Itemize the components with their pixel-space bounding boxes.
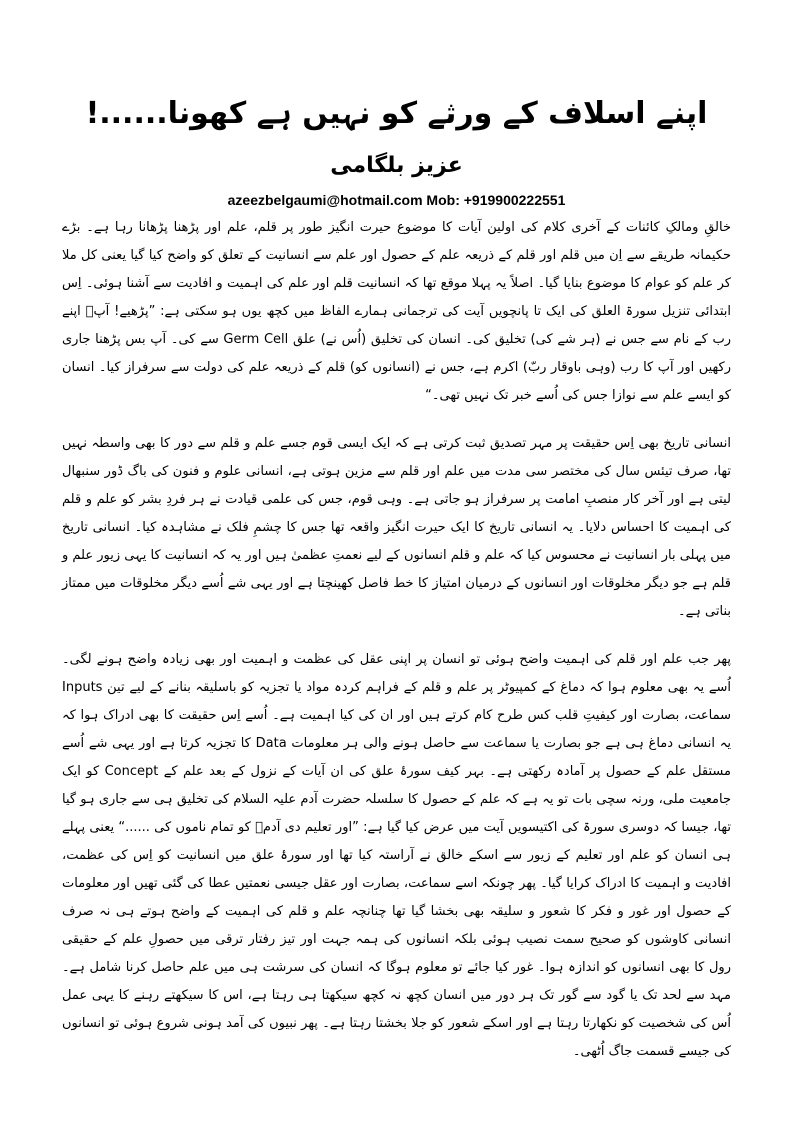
paragraph-1: خالقِ ومالکِ کائنات کے آخری کلام کی اولین آیات کا موضوع حیرت انگیز طور پر قلم، علم اور پڑھنا پڑھانا رہا ہے۔ بڑے حکیمانہ طریقے سے اِن میں قلم اور قلم کے ذریعہ علم کے حصول اور علم سے انسانیت کے تعلق کو واضح کیا گیا یعنی کل ملا کر علم کو عوام کا موضوع بنایا گیا۔ اصلاً یہ پہلا موقع تھا کہ انسانیت قلم اور علم کی اہمیت و افادیت سے آشنا ہوئی۔ اِس ابتدائی تنزیل سورۃ العلق کی ایک تا پانچویں آیت کی ترجمانی ہمارے الفاظ میں کچھ یوں ہو سکتی ہے: ”پڑھیے! آپؐ اپنے رب کے نام سے جس نے (ہر شے کی) تخلیق کی۔ انسان کی تخلیق (اُس نے) علق Germ Cell سے کی۔ آپ بس پڑھنا جاری رکھیں اور آپ کا رب (وہی باوقار ربّ) اکرم ہے، جس نے (انسانوں کو) قلم کے ذریعہ علم کی دولت سے سرفراز کیا۔ انسان کو ایسے علم سے نوازا جس کی اُسے خبر تک نہیں تھی۔“ xyxy=(62,220,731,403)
paragraph-3: پھر جب علم اور قلم کی اہمیت واضح ہوئی تو انسان پر اپنی عقل کی عظمت و اہمیت اور بھی زیادہ واضح ہونے لگی۔ اُسے یہ بھی معلوم ہوا کہ دماغ کے کمپیوٹر پر علم و قلم کے فراہم کردہ مواد یا تجزیہ کو باسلیقہ بنانے کے لیے تین Inputs سماعت، بصارت اور کیفیتِ قلب کس طرح کام کرتے ہیں اور ان کی کیا اہمیت ہے۔ اُسے اِس حقیقت کا بھی ادراک ہوا کہ یہ انسانی دماغ ہی ہے جو بصارت یا سماعت سے حاصل ہونے والی ہر معلومات Data کا تجزیہ کرتا ہے اور یہی شے اُسے مستقل علم کے حصول پر آمادہ رکھتی ہے۔ بہر کیف سورۂ علق کی ان آیات کے نزول کے بعد علم کے Concept کو ایک جامعیت ملی، ورنہ سچی بات تو یہ ہے کہ علم کے حصول کا سلسلہ حضرت آدم علیہ السلام کی تخلیق ہی سے جاری ہو گیا تھا، جیسا کہ دوسری سورۃ کی اکتیسویں آیت میں عرض کیا گیا ہے: ”اور تعلیم دی آدمؑ کو تمام ناموں کی ......“ یعنی پہلے ہی انسان کو علم اور تعلیم کے زیور سے اسکے خالق نے آراستہ کیا تھا اور سورۂ علق میں انسانیت کو اِس کی عظمت، افادیت و اہمیت کا ادراک کرایا گیا۔ پھر چونکہ اسے سماعت، بصارت اور عقل جیسی نعمتیں عطا کی گئی تھیں اور معلومات کے حصول اور غور و فکر کا شعور و سلیقہ بھی بخشا گیا تھا چنانچہ علم و قلم کی اہمیت کے واضح ہوتے ہی نہ صرف انسانی کاوشوں کو صحیح سمت نصیب ہوئی بلکہ انسانوں کی ہمہ جہت اور تیز رفتار ترقی میں حصولِ علم کے حقیقی رول کا بھی انسانوں کو اندازہ ہوا۔ غور کیا جائے تو معلوم ہوگا کہ انسان کی سرشت ہی میں علم حاصل کرنا شامل ہے۔ مہد سے لحد تک یا گود سے گور تک ہر دور میں انسان کچھ نہ کچھ سیکھتا ہی رہتا ہے، اس کا سیکھتے رہنے کا یہی عمل اُس کی شخصیت کو نکھارتا رہتا ہے اور اسکے شعور کو جلا بخشتا رہتا ہے۔ پھر نبیوں کی آمد ہونی شروع ہوئی تو انسانوں کی جیسے قسمت جاگ اُٹھی۔ xyxy=(62,652,732,1059)
article-title: اپنے اسلاف کے ورثے کو نہیں ہے کھونا......! xyxy=(85,96,708,131)
author-contact: azeezbelgaumi@hotmail.com Mob: +919900222551 xyxy=(227,192,566,208)
paragraph-2: انسانی تاریخ بھی اِس حقیقت پر مہر تصدیق ثبت کرتی ہے کہ ایک ایسی قوم جسے علم و قلم سے دور کا بھی واسطہ نہیں تھا، صرف تیئس سال کی مختصر سی مدت میں علم اور قلم سے مزین ہوتی ہے، انسانی علوم و فنون کی باگ ڈور سنبھال لیتی ہے اور آخر کار منصبِ امامت پر سرفراز ہو جاتی ہے۔ وہی قوم، جس کی علمی قیادت نے ہر فردِ بشر کو علم و قلم کی اہمیت کا احساس دلایا۔ یہ انسانی تاریخ کا ایک حیرت انگیز واقعہ تھا جس کا چشمِ فلک نے مشاہدہ کیا۔ انسانی تاریخ میں پہلی بار انسانیت نے محسوس کیا کہ علم و قلم انسانوں کے لیے نعمتِ عظمیٰ ہیں اور یہ کہ انسانیت کا یہی زیور علم و قلم ہے جو دیگر مخلوقات اور انسانوں کے درمیان امتیاز کا خط فاصل کھینچتا ہے اور یہی شے اُسے دیگر مخلوقات میں ممتاز بناتی ہے۔ xyxy=(62,436,731,619)
author-name: عزیز بلگامی xyxy=(330,153,463,178)
